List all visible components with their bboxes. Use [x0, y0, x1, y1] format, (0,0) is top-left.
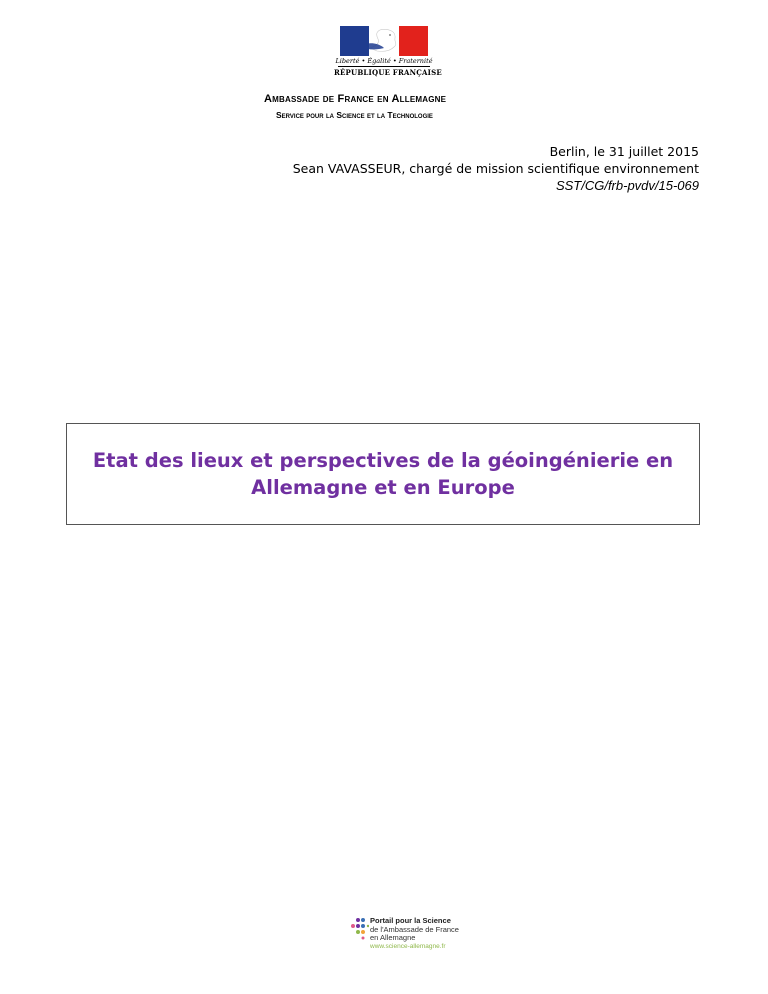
marianne-flag-icon [340, 26, 428, 56]
portal-subtitle: de l'Ambassade de France [370, 924, 459, 934]
document-title: Etat des lieux et perspectives de la géoingénierie en Allemagne et en Europe [92, 449, 674, 499]
republique-francaise-logo [334, 26, 442, 78]
republic-motto: Liberté • Égalité • Fraternité [335, 57, 433, 65]
document-reference: SST/CG/frb-pvdv/15-069 [555, 178, 699, 193]
portal-title: Portail pour la Science [370, 916, 451, 925]
service-name: Service pour la Science et la Technologie [276, 110, 433, 120]
portal-subtitle-2: en Allemagne [370, 933, 416, 942]
document-author: Sean VAVASSEUR, chargé de mission scientifique environnement [292, 161, 699, 176]
title-box [66, 423, 700, 525]
portal-dots-icon [351, 917, 369, 945]
republic-name: RÉPUBLIQUE FRANÇAISE [334, 68, 442, 77]
portal-url: www.science-allemagne.fr [370, 942, 446, 950]
embassy-name: Ambassade de France en Allemagne [264, 93, 447, 105]
science-portal-logo [351, 917, 481, 961]
document-date: Berlin, le 31 juillet 2015 [549, 144, 699, 159]
document-meta [293, 143, 699, 194]
logo-divider [338, 66, 430, 67]
